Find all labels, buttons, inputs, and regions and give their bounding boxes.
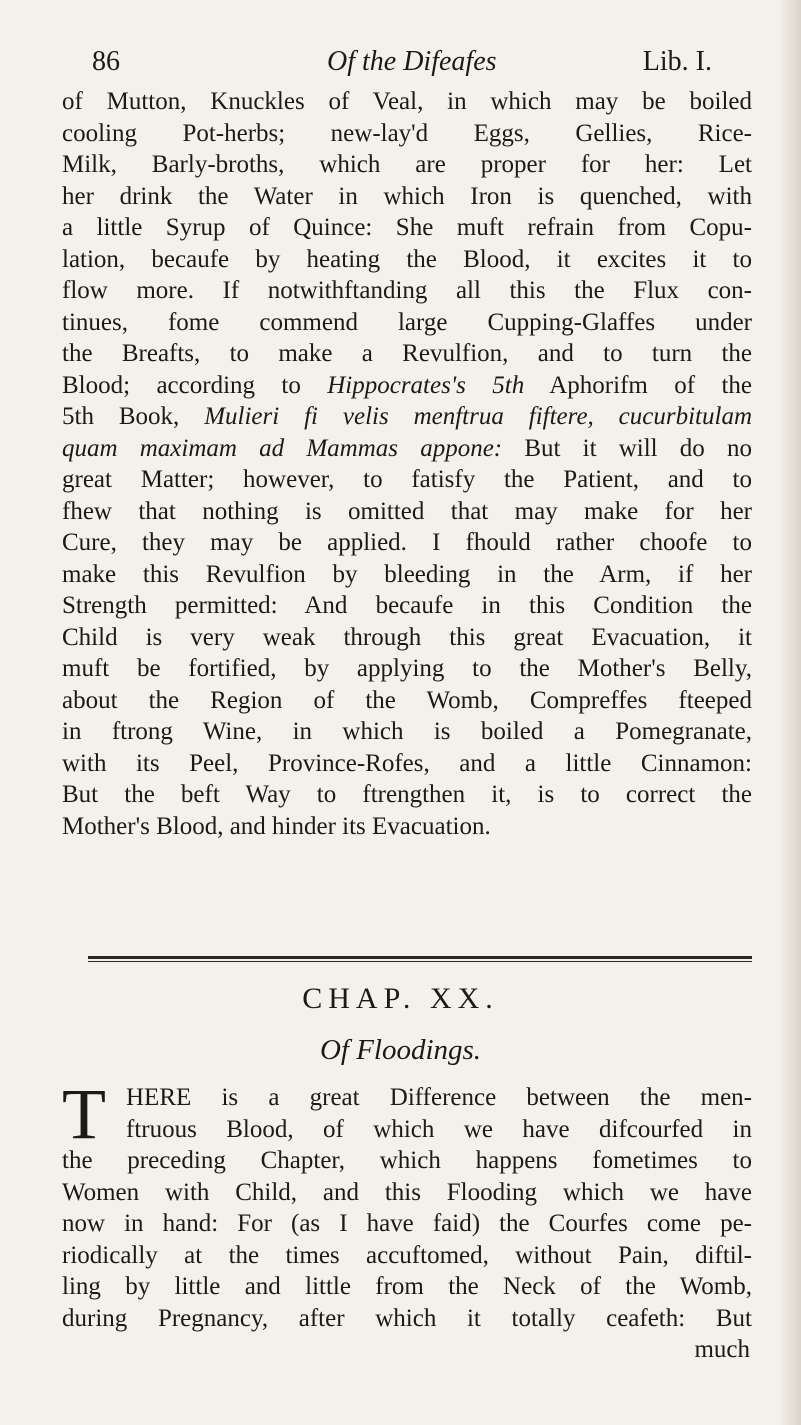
text-line: about the Region of the Womb, Compreffes fteeped [62, 686, 752, 714]
text-line: Child is very weak through this great Evacuation, it [62, 623, 752, 651]
text-line: fhew that nothing is omitted that may make for her [62, 497, 752, 525]
text-line: the preceding Chapter, which happens fometimes to [62, 1147, 752, 1174]
text-line: ling by little and little from the Neck of the Womb, [62, 1273, 752, 1300]
text-line: now in hand: For (as I have faid) the Courfes come pe- [62, 1210, 752, 1237]
text-line-hippocrates [62, 370, 752, 402]
text-line: riodically at the times accuftomed, without Pain, diftil- [62, 1241, 752, 1269]
latin-quotation: quam maximam ad Mammas appone: [62, 434, 503, 462]
text-line: with its Peel, Province-Rofes, and a little Cinnamon: [62, 749, 752, 777]
chapter-paragraph [62, 1074, 752, 1366]
text-line-latin-2 [62, 433, 752, 465]
text-line: make this Revulfion by bleeding in the Arm, if her [62, 560, 752, 588]
section-divider [88, 956, 752, 962]
text-segment: Blood; according to [62, 371, 328, 399]
catchword: much [694, 1336, 750, 1363]
text-line: the Breafts, to make a Revulfion, and to turn the [62, 340, 752, 367]
text-line: muft be fortified, by applying to the Mother's Belly, [62, 655, 752, 682]
text-line: lation, becaufe by heating the Blood, it excites it to [62, 245, 752, 273]
text-line: great Matter; however, to fatisfy the Patient, and to [62, 466, 752, 493]
running-title: Of the Difeafes [327, 46, 497, 77]
text-line: cooling Pot-herbs; new-lay'd Eggs, Gellies, Rice- [62, 119, 752, 147]
text-line: Strength permitted: And becaufe in this Condition the [62, 592, 752, 619]
italic-reference: Hippocrates's 5th [327, 371, 525, 399]
text-line: Cure, they may be applied. I fhould rather choofe to [62, 529, 752, 556]
text-line: her drink the Water in which Iron is quenched, with [62, 182, 752, 210]
text-line-latin-1 [62, 401, 752, 433]
text-line: flow more. If notwithftanding all this the Flux con- [62, 277, 752, 304]
chapter-subtitle: Of Floodings. [319, 1034, 482, 1066]
text-line: But the beft Way to ftrengthen it, is to correct the [62, 781, 752, 808]
text-line: a little Syrup of Quince: She muft refrain from Copu- [62, 214, 752, 241]
latin-quotation: Mulieri fi velis menftrua fiftere, cucurbitulam [204, 403, 752, 430]
text-line: ftruous Blood, of which we have difcourfed in [126, 1115, 752, 1143]
body-paragraph [62, 86, 752, 842]
text-line: Women with Child, and this Flooding which we have [62, 1178, 752, 1206]
book-label: Lib. I. [642, 46, 712, 77]
text-segment: 5th Book, [62, 403, 205, 430]
text-segment: Aphorifm of the [524, 371, 752, 399]
text-line: of Mutton, Knuckles of Veal, in which may be boiled [62, 88, 752, 115]
text-segment: But it will do no [502, 434, 753, 462]
page-number: 86 [92, 46, 120, 77]
text-line: in ftrong Wine, in which is boiled a Pomegranate, [62, 718, 752, 745]
text-line: during Pregnancy, after which it totally ceafeth: But [62, 1304, 752, 1332]
text-line: tinues, fome commend large Cupping-Glaffes under [62, 308, 752, 336]
text-line: Mother's Blood, and hinder its Evacuation. [62, 812, 491, 840]
chapter-heading: CHAP. XX. [302, 982, 499, 1015]
drop-cap: T [62, 1074, 106, 1154]
text-line: Milk, Barly-broths, which are proper for her: Let [62, 151, 752, 178]
text-line: HERE is a great Difference between the men- [126, 1084, 752, 1111]
running-header [92, 46, 712, 86]
